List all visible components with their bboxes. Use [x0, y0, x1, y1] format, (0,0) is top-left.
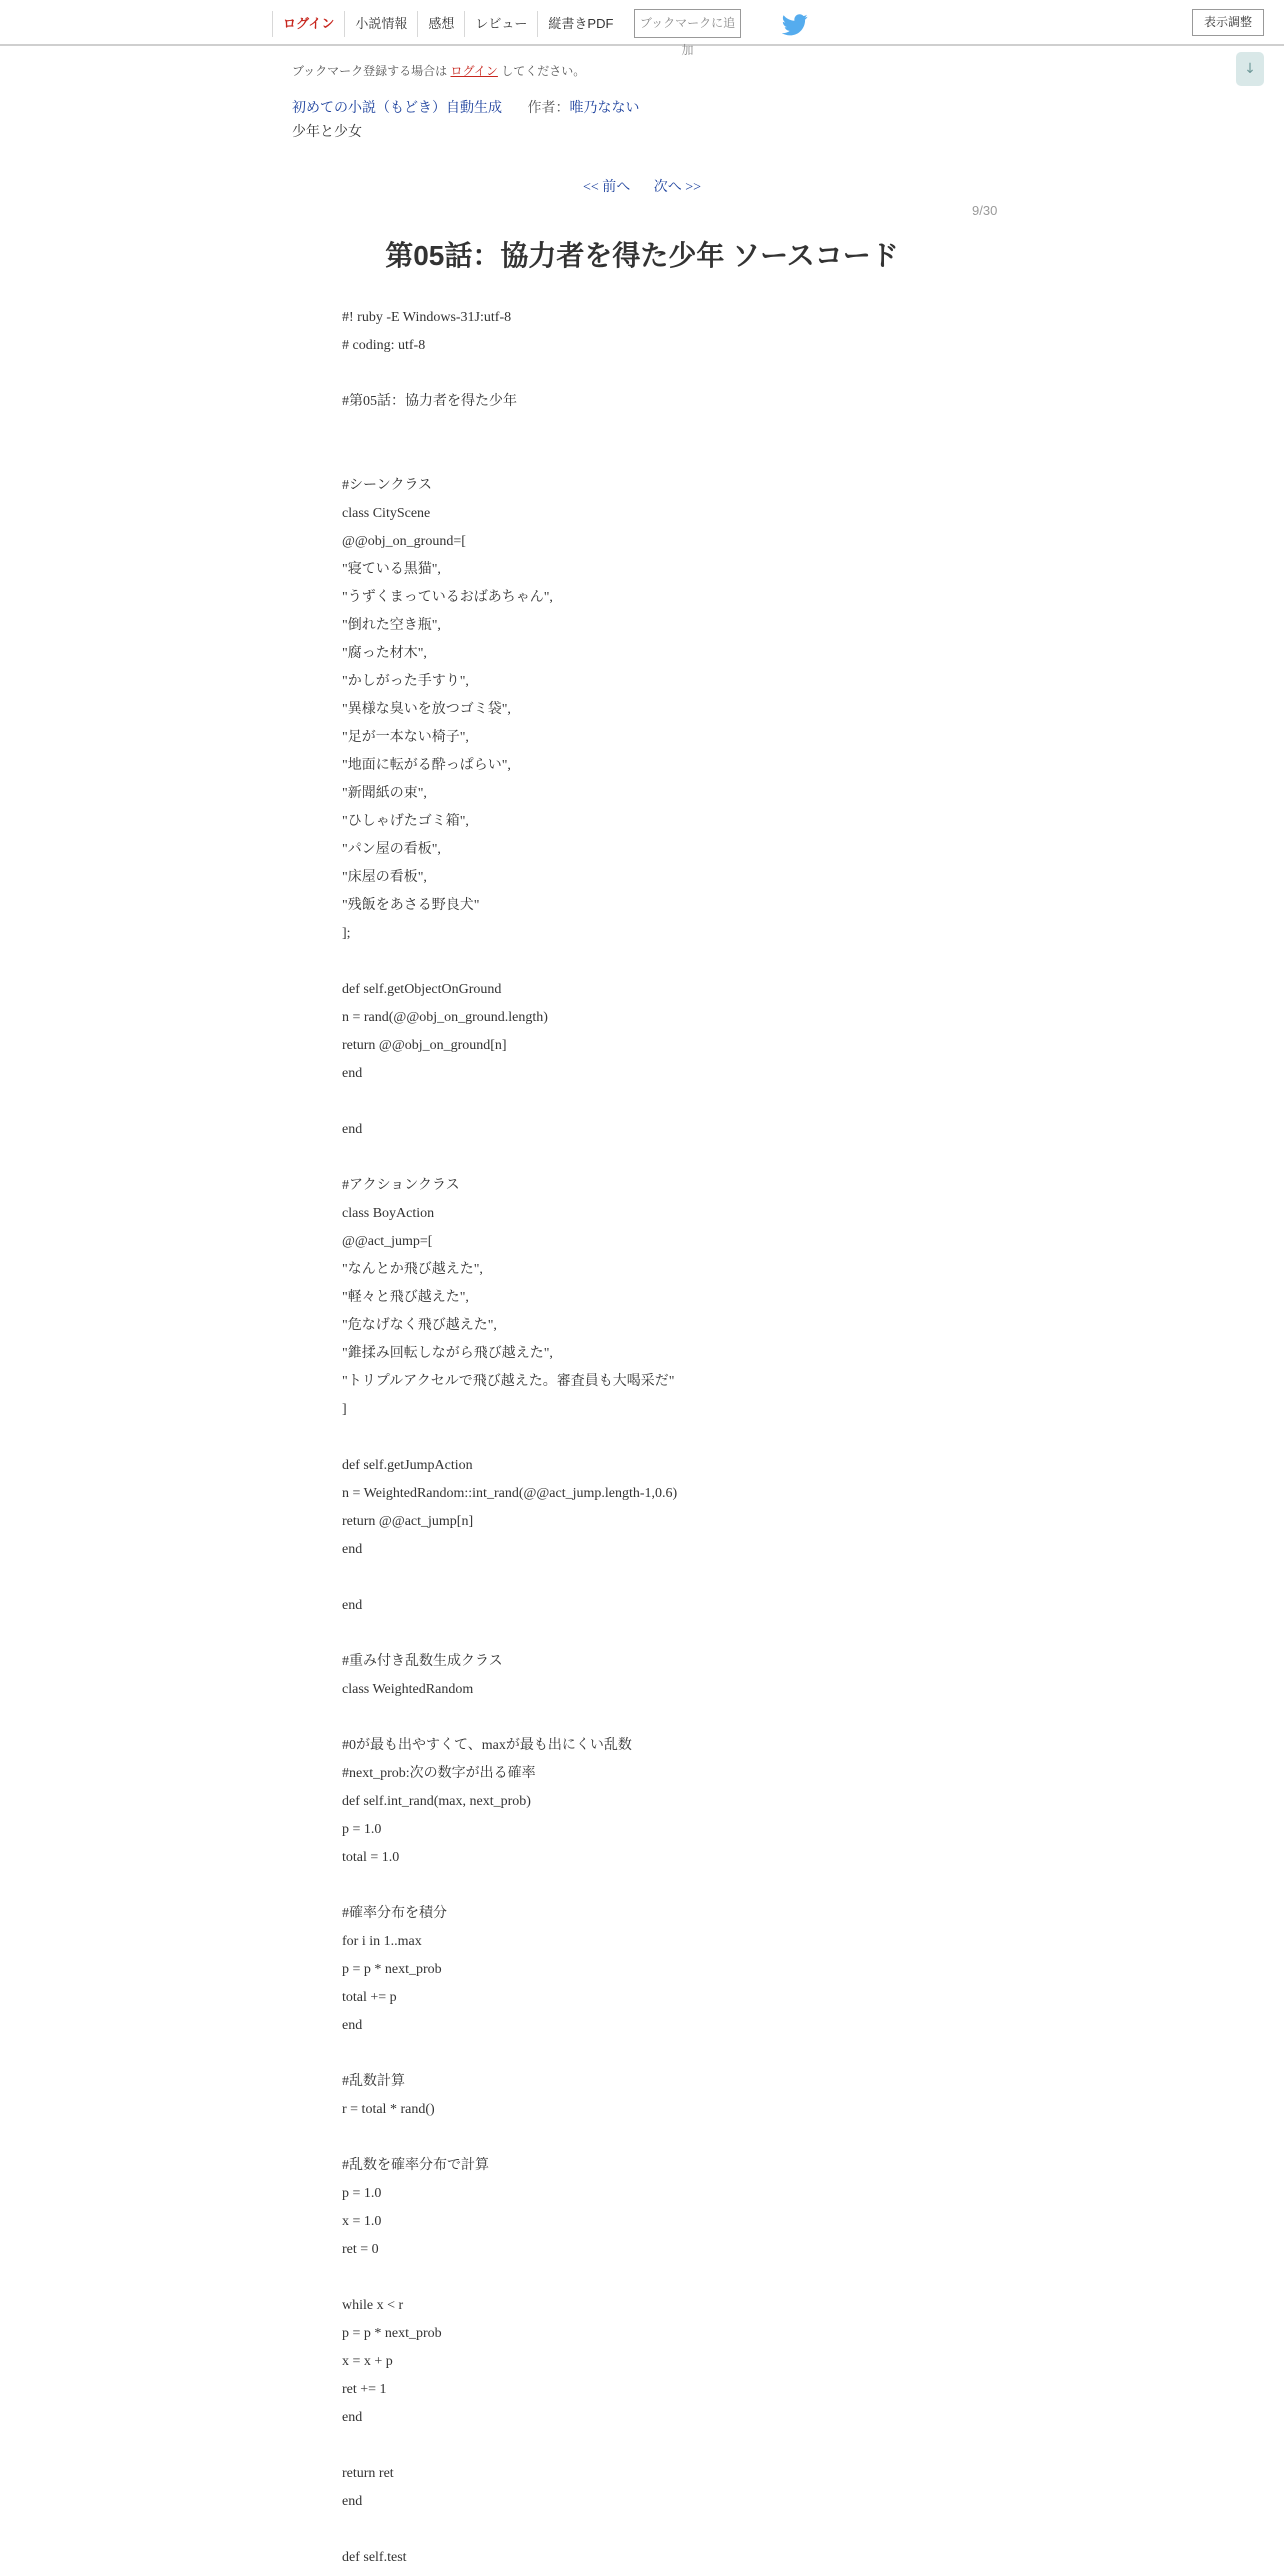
body-line: return @@act_jump[n]: [342, 1514, 474, 1529]
author-link[interactable]: 唯乃なない: [569, 101, 640, 116]
body-line: "足が一本ない椅子",: [342, 730, 469, 745]
body-line: #! ruby -E Windows-31J:utf-8: [342, 310, 512, 325]
body-line: [342, 1704, 677, 1732]
body-line: #乱数計算: [342, 2074, 405, 2089]
body-line: "軽々と飛び越えた",: [342, 1290, 469, 1305]
novel-title-link[interactable]: 初めての小説（もどき）自動生成: [292, 101, 502, 116]
body-line: [342, 1620, 677, 1648]
body-line: for i in 1..max: [342, 1934, 422, 1949]
body-line: n = WeightedRandom::int_rand(@@act_jump.length-1,0.6): [342, 1486, 678, 1501]
body-line: "寝ている黒猫",: [342, 562, 441, 577]
body-line: "なんとか飛び越えた",: [342, 1262, 483, 1277]
body-line: end: [342, 1598, 363, 1613]
body-line: x = x + p: [342, 2354, 393, 2369]
page-number: 9/30: [972, 203, 998, 218]
body-line: #next_prob:次の数字が出る確率: [342, 1766, 536, 1781]
body-line: #0が最も出やすくて、maxが最も出にくい乱数: [342, 1738, 632, 1753]
novel-header: [292, 97, 640, 117]
body-line: total += p: [342, 1990, 397, 2005]
nav-login[interactable]: ログイン: [272, 11, 344, 37]
body-line: "錐揉み回転しながら飛び越えた",: [342, 1346, 553, 1361]
body-line: class BoyAction: [342, 1206, 435, 1221]
body-line: p = p * next_prob: [342, 2326, 442, 2341]
body-line: p = 1.0: [342, 2186, 382, 2201]
body-line: ret += 1: [342, 2382, 387, 2397]
next-page-link[interactable]: 次へ >>: [653, 180, 702, 195]
body-line: # coding: utf-8: [342, 338, 426, 353]
body-line: end: [342, 2494, 363, 2509]
body-line: while x < r: [342, 2298, 404, 2313]
body-line: "かしがった手すり",: [342, 674, 469, 689]
body-line: [342, 2264, 677, 2292]
nav-novel-info[interactable]: 小説情報: [344, 11, 417, 37]
body-line: r = total * rand(): [342, 2102, 435, 2117]
body-line: "残飯をあさる野良犬": [342, 898, 480, 913]
body-line: end: [342, 1542, 363, 1557]
body-line: "うずくまっているおばあちゃん",: [342, 590, 553, 605]
body-line: return ret: [342, 2466, 394, 2481]
pager: [0, 176, 1284, 196]
body-line: end: [342, 1066, 363, 1081]
body-line: class WeightedRandom: [342, 1682, 474, 1697]
body-line: end: [342, 2018, 363, 2033]
body-line: ];: [342, 926, 351, 941]
main-nav: [272, 11, 623, 37]
body-line: [342, 416, 677, 444]
body-line: "床屋の看板",: [342, 870, 427, 885]
scroll-down-button[interactable]: ↓: [1236, 52, 1264, 86]
body-line: "腐った材木",: [342, 646, 427, 661]
nav-vertical-pdf[interactable]: 縦書きPDF: [537, 11, 623, 37]
body-line: "危なげなく飛び越えた",: [342, 1318, 497, 1333]
body-line: [342, 2516, 677, 2544]
body-line: def self.getObjectOnGround: [342, 982, 502, 997]
body-line: def self.getJumpAction: [342, 1458, 473, 1473]
body-line: [342, 948, 677, 976]
body-line: [342, 1144, 677, 1172]
display-settings-button[interactable]: 表示調整: [1192, 9, 1264, 36]
body-line: #アクションクラス: [342, 1178, 460, 1193]
body-line: #第05話：協力者を得た少年: [342, 394, 517, 409]
top-nav-bar: [0, 0, 1284, 57]
body-line: "地面に転がる酔っぱらい",: [342, 758, 511, 773]
add-bookmark-button[interactable]: ブックマークに追加: [634, 9, 741, 38]
body-line: "異様な臭いを放つゴミ袋",: [342, 702, 511, 717]
body-line: return @@obj_on_ground[n]: [342, 1038, 507, 1053]
body-line: [342, 1088, 677, 1116]
body-line: "パン屋の看板",: [342, 842, 441, 857]
body-line: #確率分布を積分: [342, 1906, 447, 1921]
body-line: [342, 2432, 677, 2460]
notice-text-before: ブックマーク登録する場合は: [292, 64, 451, 78]
author-label: 作者：: [527, 101, 570, 116]
body-line: ]: [342, 1402, 347, 1417]
body-line: def self.int_rand(max, next_prob): [342, 1794, 531, 1809]
body-line: "倒れた空き瓶",: [342, 618, 441, 633]
notice-login-link[interactable]: ログイン: [450, 64, 498, 78]
body-line: def self.test: [342, 2550, 407, 2565]
body-line: [342, 2124, 677, 2152]
body-line: class CityScene: [342, 506, 431, 521]
body-line: [342, 1872, 677, 1900]
body-line: "ひしゃげたゴミ箱",: [342, 814, 469, 829]
prev-page-link[interactable]: << 前へ: [582, 180, 631, 195]
body-line: #重み付き乱数生成クラス: [342, 1654, 503, 1669]
body-line: @@obj_on_ground=[: [342, 534, 466, 549]
notice-text-after: してください。: [497, 64, 586, 78]
body-line: "トリプルアクセルで飛び越えた。審査員も大喝采だ": [342, 1374, 675, 1389]
nav-review[interactable]: レビュー: [464, 11, 537, 37]
chapter-group-title: 少年と少女: [292, 125, 362, 140]
body-line: @@act_jump=[: [342, 1234, 433, 1249]
chapter-title: 第05話：協力者を得た少年 ソースコード: [385, 240, 899, 271]
body-line: #シーンクラス: [342, 478, 433, 493]
body-line: p = p * next_prob: [342, 1962, 442, 1977]
body-line: n = rand(@@obj_on_ground.length): [342, 1010, 548, 1025]
body-line: [342, 1564, 677, 1592]
body-line: ret = 0: [342, 2242, 379, 2257]
body-line: total = 1.0: [342, 1850, 400, 1865]
body-line: [342, 1424, 677, 1452]
chapter-body: [342, 304, 677, 2572]
body-line: [342, 444, 677, 472]
body-line: p = 1.0: [342, 1822, 382, 1837]
body-line: [342, 360, 677, 388]
body-line: "新聞紙の束",: [342, 786, 427, 801]
body-line: end: [342, 2410, 363, 2425]
twitter-bird-icon[interactable]: [782, 14, 808, 36]
body-line: #乱数を確率分布で計算: [342, 2158, 489, 2173]
nav-impressions[interactable]: 感想: [417, 11, 464, 37]
body-line: [342, 2040, 677, 2068]
bookmark-login-notice: [292, 62, 585, 79]
body-line: end: [342, 1122, 363, 1137]
body-line: x = 1.0: [342, 2214, 382, 2229]
